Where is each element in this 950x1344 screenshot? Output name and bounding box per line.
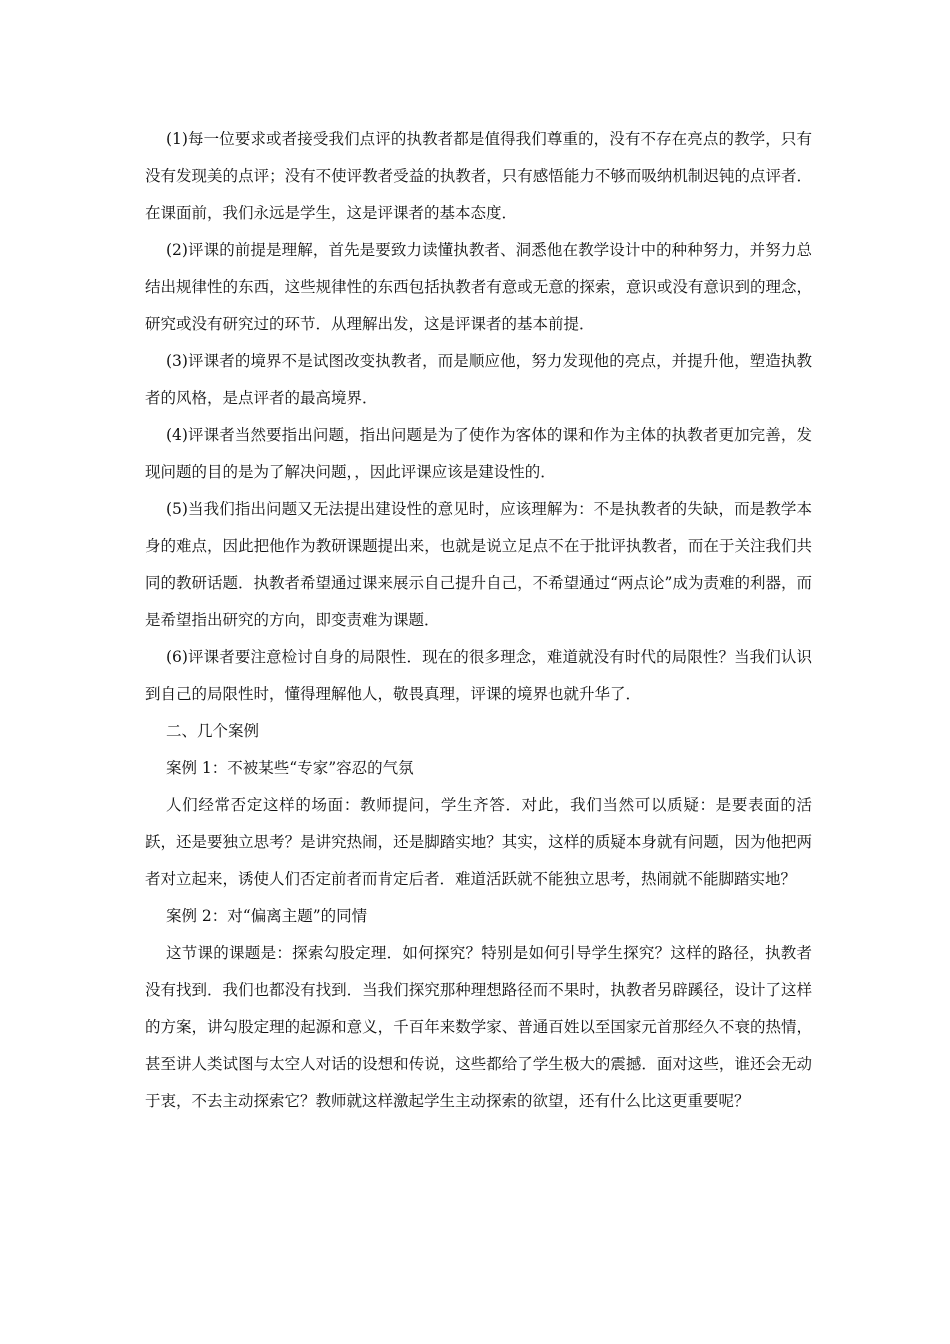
paragraph-4: (4)评课者当然要指出问题，指出问题是为了使作为客体的课和作为主体的执教者更加完善，发现问题的目的是为了解决问题，，因此评课应该是建设性的． [145,426,812,481]
paragraph-5: (5)当我们指出问题又无法提出建设性的意见时，应该理解为：不是执教者的失缺，而是教学本身的难点，因此把他作为教研课题提出来，也就是说立足点不在于批评执教者，而在于关注我们共同的教研话题．执教者希望通过课来展示自己提升自己，不希望通过“两点论”成为责难的利器，而是希望指出研究的方向，即变责难为课题． [145,500,812,629]
case-2-text: 这节课的课题是：探索勾股定理．如何探究？特别是如何引导学生探究？这样的路径，执教者没有找到．我们也都没有找到．当我们探究那种理想路径而不果时，执教者另辟蹊径，设计了这样的方案，讲勾股定理的起源和意义，千百年来数学家、普通百姓以至国家元首那经久不衰的热情，甚至讲人类试图与太空人对话的设想和传说，这些都给了学生极大的震撼．面对这些，谁还会无动于衷，不去主动探索它？教师就这样激起学生主动探索的欲望，还有什么比这更重要呢？ [145,944,812,1110]
case-2-title: 案例 2：对“偏离主题”的同情 [166,907,368,925]
case-1-title: 案例 1：不被某些“专家”容忍的气氛 [166,759,414,777]
section-heading: 二、几个案例 [166,722,260,740]
case-1-text: 人们经常否定这样的场面：教师提问，学生齐答．对此，我们当然可以质疑：是要表面的活跃，还是要独立思考？是讲究热闹，还是脚踏实地？其实，这样的质疑本身就有问题，因为他把两者对立起来，诱使人们否定前者而肯定后者．难道活跃就不能独立思考，热闹就不能脚踏实地？ [145,796,812,888]
paragraph-6: (6)评课者要注意检讨自身的局限性．现在的很多理念，难道就没有时代的局限性？当我们认识到自己的局限性时，懂得理解他人，敬畏真理，评课的境界也就升华了． [145,648,812,703]
document-page [145,121,812,1120]
paragraph-2: (2)评课的前提是理解，首先是要致力读懂执教者、洞悉他在教学设计中的种种努力，并努力总结出规律性的东西，这些规律性的东西包括执教者有意或无意的探索，意识或没有意识到的理念，研究或没有研究过的环节．从理解出发，这是评课者的基本前提． [145,241,812,333]
paragraph-1: (1)每一位要求或者接受我们点评的执教者都是值得我们尊重的，没有不存在亮点的教学，只有没有发现美的点评；没有不使评教者受益的执教者，只有感悟能力不够而吸纳机制迟钝的点评者．在课面前，我们永远是学生，这是评课者的基本态度． [145,130,812,222]
paragraph-3: (3)评课者的境界不是试图改变执教者，而是顺应他，努力发现他的亮点，并提升他，塑造执教者的风格，是点评者的最高境界． [145,352,812,407]
